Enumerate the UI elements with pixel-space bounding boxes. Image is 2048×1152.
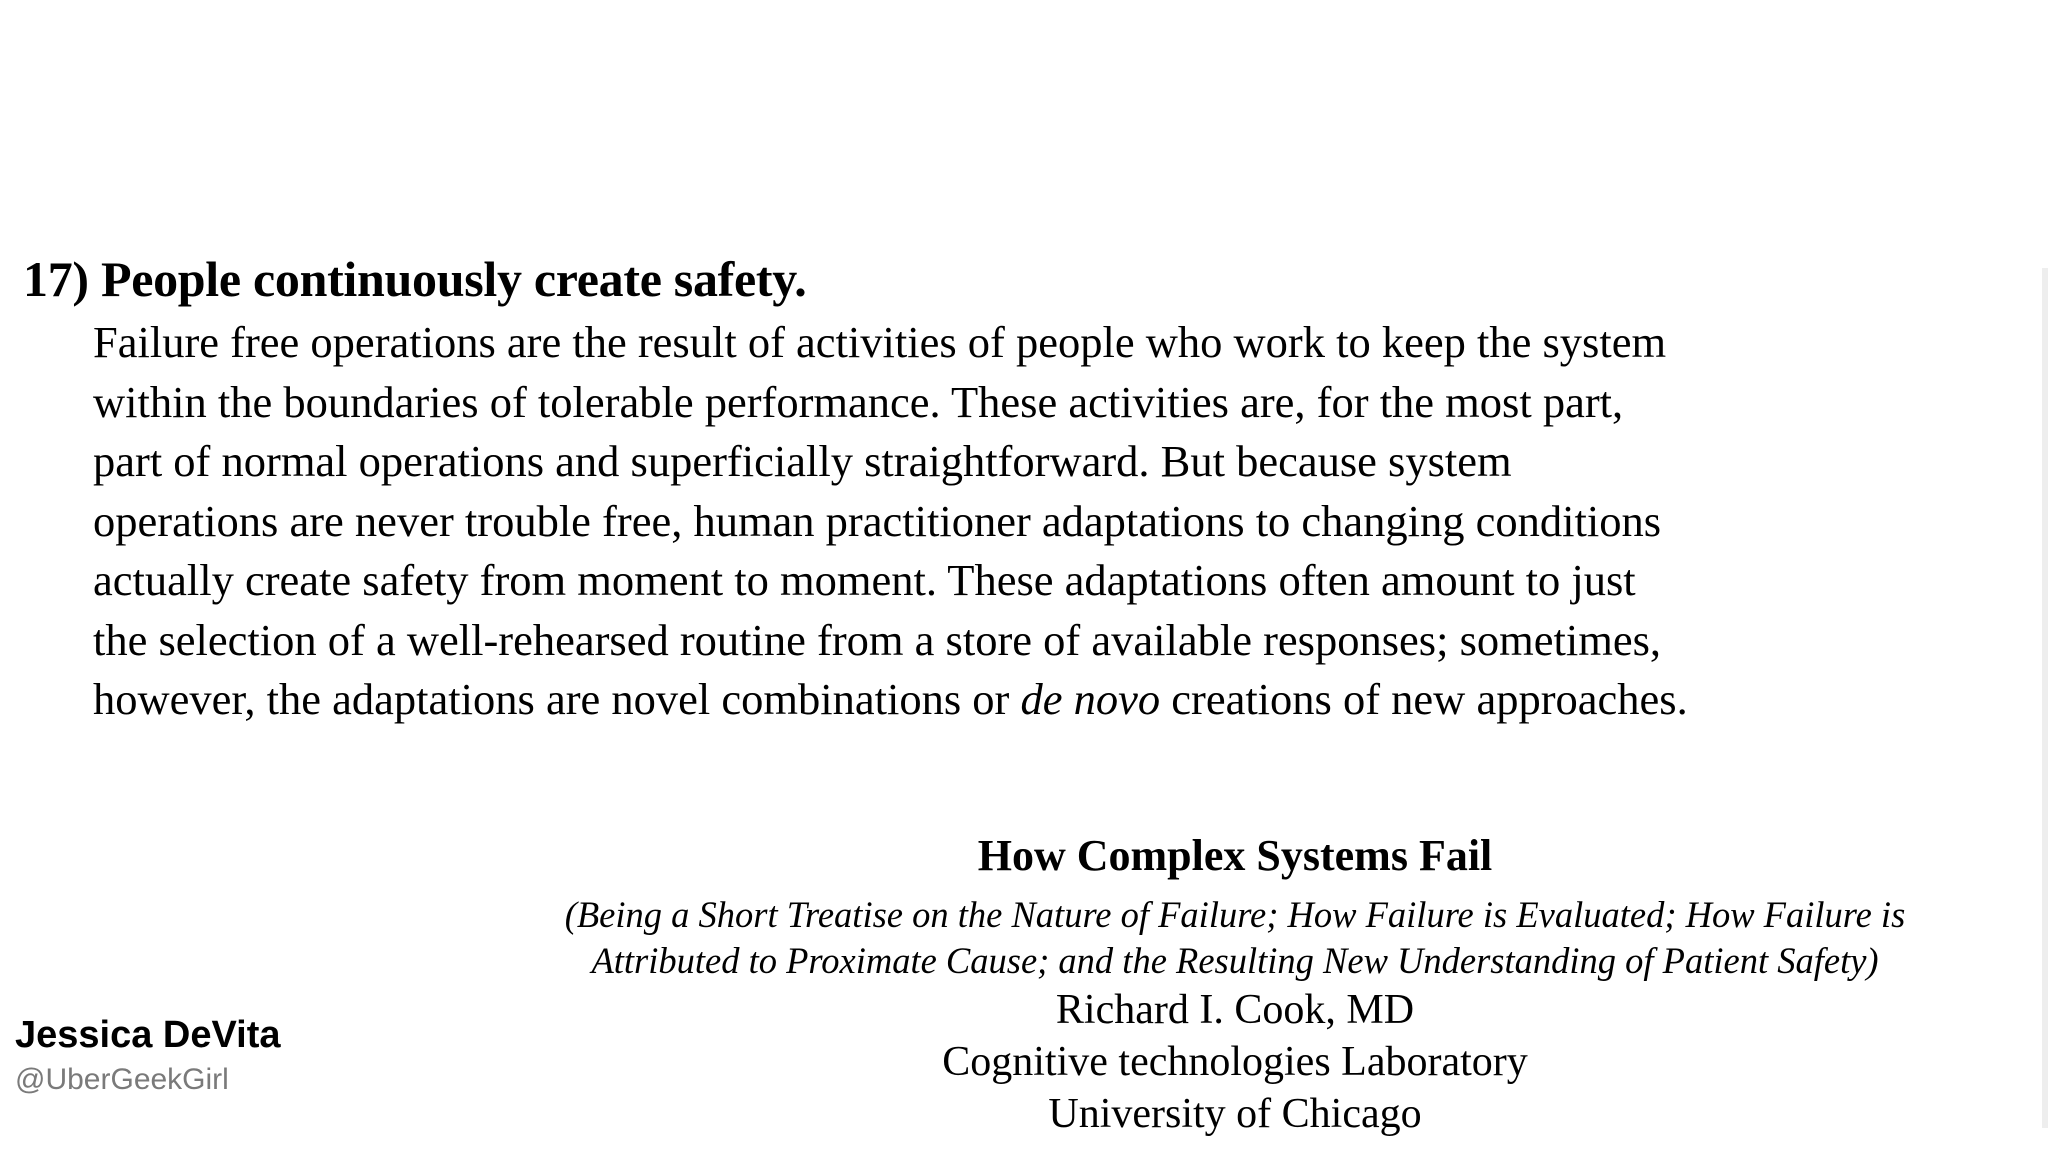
citation-lab: Cognitive technologies Laboratory <box>942 1039 1528 1085</box>
speaker-handle: @UberGeekGirl <box>15 1063 229 1096</box>
quote-last-line-start: however, the adaptations are novel combinations or <box>93 674 1021 724</box>
quote-last-line <box>93 670 2033 730</box>
quote-line: part of normal operations and superficially straightforward. But because system <box>93 436 1512 486</box>
quote-line: operations are never trouble free, human practitioner adaptations to changing conditions <box>93 495 1662 546</box>
citation-author: Richard I. Cook, MD <box>1055 987 1415 1033</box>
citation-subtitle-line-2: Attributed to Proximate Cause; and the Resulting New Understanding of Patient Safety) <box>591 940 1879 981</box>
speaker-name: Jessica DeVita <box>15 1014 281 1056</box>
quote-line: Failure free operations are the result of activities of people who work to keep the system <box>93 317 1667 367</box>
quote-last-line-end: creations of new approaches. <box>1160 674 1688 724</box>
slide-heading: 17) People continuously create safety. <box>23 251 807 307</box>
citation-subtitle-line-1: (Being a Short Treatise on the Nature of Failure; How Failure is Evaluated; How Failure is <box>564 894 1906 935</box>
citation-university: University of Chicago <box>1048 1091 1422 1137</box>
quote-italic-term: de novo <box>1020 674 1161 724</box>
quote-line: the selection of a well-rehearsed routine from a store of available responses; sometimes, <box>93 614 1662 665</box>
citation-block <box>560 820 1910 1140</box>
citation-title: How Complex Systems Fail <box>977 831 1493 880</box>
quote-line: within the boundaries of tolerable performance. These activities are, for the most part, <box>93 376 1624 427</box>
slide-edge-divider <box>2042 268 2048 1128</box>
speaker-credit <box>15 1010 281 1100</box>
quote-body <box>93 313 2033 730</box>
quote-line: actually create safety from moment to moment. These adaptations often amount to just <box>93 555 1636 605</box>
